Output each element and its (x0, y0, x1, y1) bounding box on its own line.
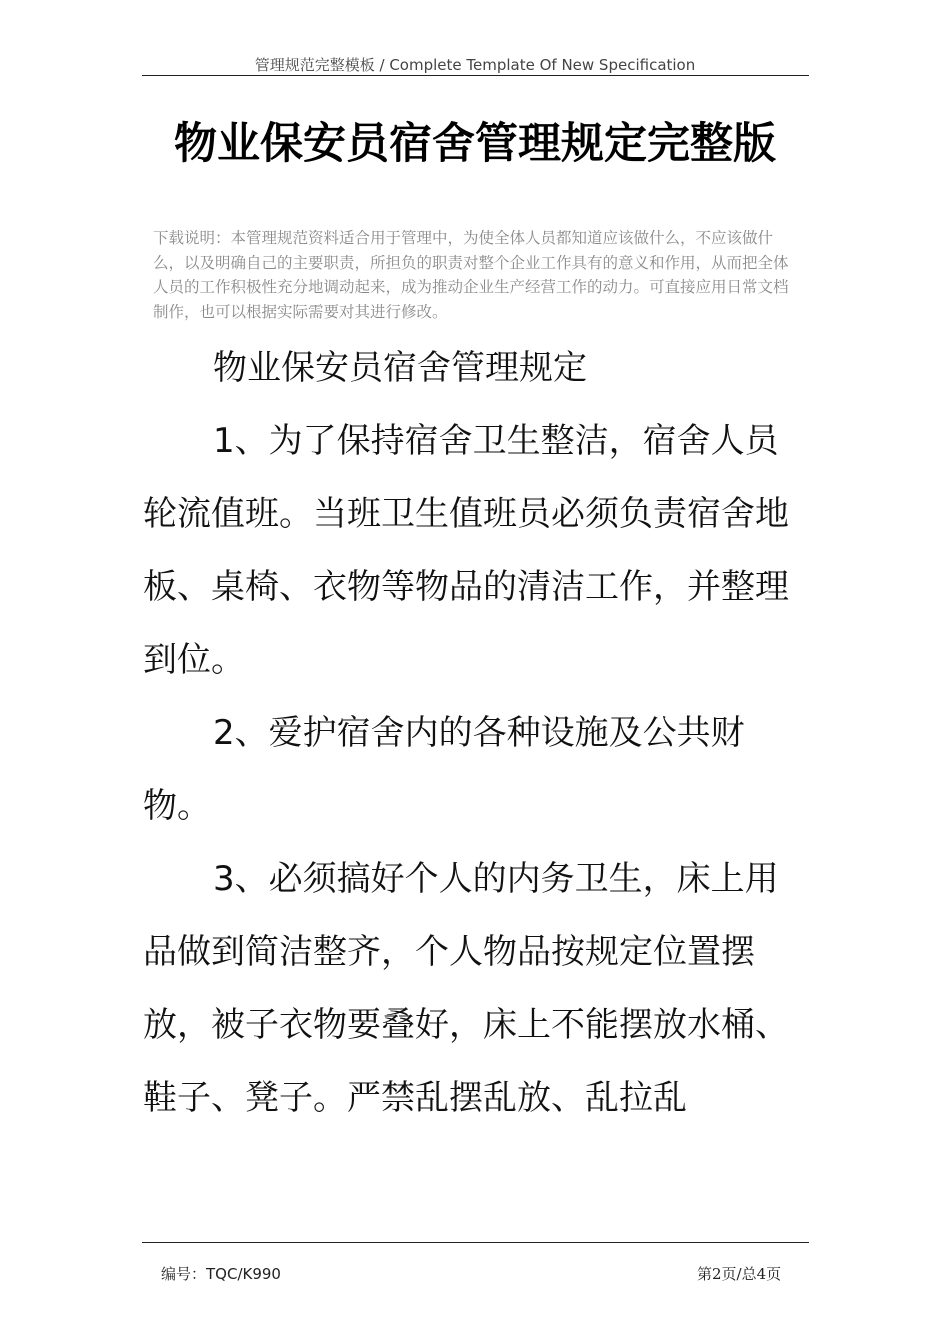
paragraph-2: 2、爱护宿舍内的各种设施及公共财物。 (143, 713, 745, 826)
header-divider (142, 75, 809, 76)
download-note: 下载说明：本管理规范资料适合用于管理中，为使全体人员都知道应该做什么，不应该做什么，以及明确自己的主要职责，所担负的职责对整个企业工作具有的意义和作用，从而把全体人员的工作积极性充分地调动起来，成为推动企业生产经营工作的动力。可直接应用日常文档制作，也可以根据实际需要对其进行修改。 (153, 229, 789, 321)
document-code: 编号：TQC/K990 (161, 1265, 281, 1283)
document-body (143, 332, 803, 1135)
section-heading: 物业保安员宿舍管理规定 (213, 348, 587, 388)
paragraph-1: 1、为了保持宿舍卫生整洁，宿舍人员轮流值班。当班卫生值班员必须负责宿舍地板、桌椅、衣物等物品的清洁工作，并整理到位。 (143, 421, 789, 680)
footer-divider (142, 1242, 809, 1243)
page-header: 管理规范完整模板 / Complete Template Of New Specification (254, 56, 696, 74)
page-number: 第2页/总4页 (697, 1265, 782, 1283)
paragraph-3: 3、必须搞好个人的内务卫生，床上用品做到简洁整齐，个人物品按规定位置摆放，被子衣物要叠好，床上不能摆放水桶、鞋子、凳子。严禁乱摆乱放、乱拉乱 (143, 859, 789, 1118)
document-title: 物业保安员宿舍管理规定完整版 (174, 119, 776, 169)
